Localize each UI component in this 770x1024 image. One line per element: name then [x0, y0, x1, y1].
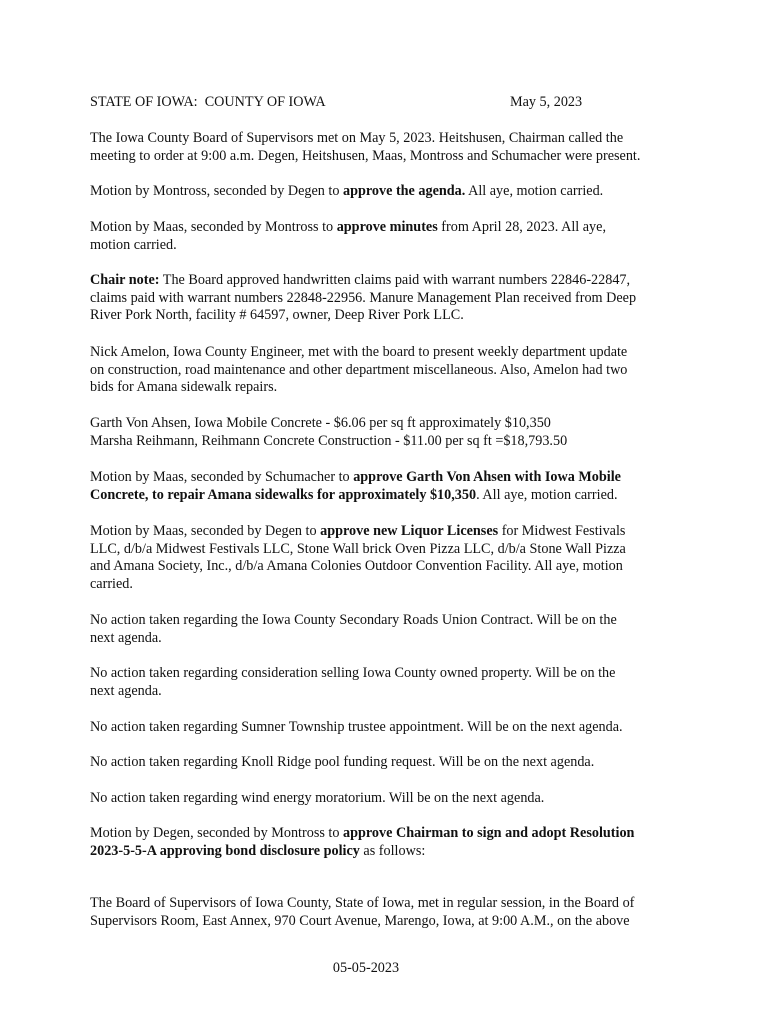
paragraph-chair-note: [90, 272, 690, 325]
text-line: No action taken regarding wind energy moratorium. Will be on the next agenda.: [90, 790, 545, 806]
text-line: claims paid with warrant numbers 22848-22956. Manure Management Plan received from Deep: [90, 289, 637, 306]
text-line: next agenda.: [90, 682, 162, 699]
text-line: Motion by Degen, seconded by Montross to approve Chairman to sign and adopt Resolution: [90, 825, 635, 841]
text-line: meeting to order at 9:00 a.m. Degen, Heitshusen, Maas, Montross and Schumacher were present.: [90, 147, 641, 164]
header-jurisdiction: STATE OF IOWA: COUNTY OF IOWA: [90, 94, 326, 110]
text-line: Concrete, to repair Amana sidewalks for approximately $10,350. All aye, motion carried.: [90, 486, 618, 503]
text-line: River Pork North, facility # 64597, owner, Deep River Pork LLC.: [90, 307, 464, 324]
text-line: No action taken regarding Sumner Township trustee appointment. Will be on the next agenda.: [90, 719, 623, 735]
paragraph-approve-agenda: [90, 183, 690, 201]
paragraph-meeting-opening: [90, 130, 690, 165]
text-line: on construction, road maintenance and other department miscellaneous. Also, Amelon had two: [90, 361, 628, 378]
page-footer: [90, 960, 690, 978]
paragraph-engineer-update: [90, 344, 690, 397]
paragraph-union-contract: [90, 612, 690, 647]
text-line: Motion by Montross, seconded by Degen to approve the agenda. All aye, motion carried.: [90, 183, 604, 199]
paragraph-liquor-licenses: [90, 523, 690, 593]
text-line: Motion by Maas, seconded by Degen to approve new Liquor Licenses for Midwest Festivals: [90, 523, 626, 539]
paragraph-knoll-ridge: [90, 754, 690, 772]
paragraph-approve-minutes: [90, 219, 690, 254]
text-line: Nick Amelon, Iowa County Engineer, met with the board to present weekly department update: [90, 344, 628, 360]
text-line: No action taken regarding the Iowa County Secondary Roads Union Contract. Will be on the: [90, 612, 617, 628]
paragraph-property-sale: [90, 665, 690, 700]
text-line: 2023-5-5-A approving bond disclosure policy as follows:: [90, 842, 426, 859]
text-line: LLC, d/b/a Midwest Festivals LLC, Stone Wall brick Oven Pizza LLC, d/b/a Stone Wall Pizza: [90, 540, 626, 557]
document-page: [90, 0, 690, 1024]
document-header: [90, 94, 690, 112]
text-line: Supervisors Room, East Annex, 970 Court Avenue, Marengo, Iowa, at 9:00 A.M., on the above: [90, 912, 630, 929]
text-line: motion carried.: [90, 236, 177, 253]
text-line: No action taken regarding consideration selling Iowa County owned property. Will be on the: [90, 665, 616, 681]
text-line: next agenda.: [90, 629, 162, 646]
text-line: The Board of Supervisors of Iowa County, State of Iowa, met in regular session, in the Board of: [90, 895, 635, 911]
text-line: The Iowa County Board of Supervisors met on May 5, 2023. Heitshusen, Chairman called the: [90, 130, 624, 146]
text-line: Chair note: The Board approved handwritten claims paid with warrant numbers 22846-22847,: [90, 272, 631, 288]
text-line: carried.: [90, 575, 133, 592]
text-line: No action taken regarding Knoll Ridge pool funding request. Will be on the next agenda.: [90, 754, 595, 770]
paragraph-sidewalk-bids: [90, 415, 690, 450]
text-line: Garth Von Ahsen, Iowa Mobile Concrete - $6.06 per sq ft approximately $10,350: [90, 415, 551, 431]
text-line: and Amana Society, Inc., d/b/a Amana Colonies Outdoor Convention Facility. All aye, motion: [90, 558, 623, 575]
text-line: Marsha Reihmann, Reihmann Concrete Construction - $11.00 per sq ft =$18,793.50: [90, 432, 568, 449]
paragraph-bond-disclosure: [90, 825, 690, 860]
text-line: bids for Amana sidewalk repairs.: [90, 379, 278, 396]
footer-date: 05-05-2023: [332, 960, 400, 976]
header-date: May 5, 2023: [510, 94, 583, 110]
paragraph-resolution-text: [90, 895, 690, 930]
text-line: Motion by Maas, seconded by Schumacher to approve Garth Von Ahsen with Iowa Mobile: [90, 469, 621, 485]
paragraph-sumner-trustee: [90, 719, 690, 737]
paragraph-wind-energy: [90, 790, 690, 808]
text-line: Motion by Maas, seconded by Montross to approve minutes from April 28, 2023. All aye,: [90, 219, 606, 235]
paragraph-approve-sidewalk: [90, 469, 690, 504]
